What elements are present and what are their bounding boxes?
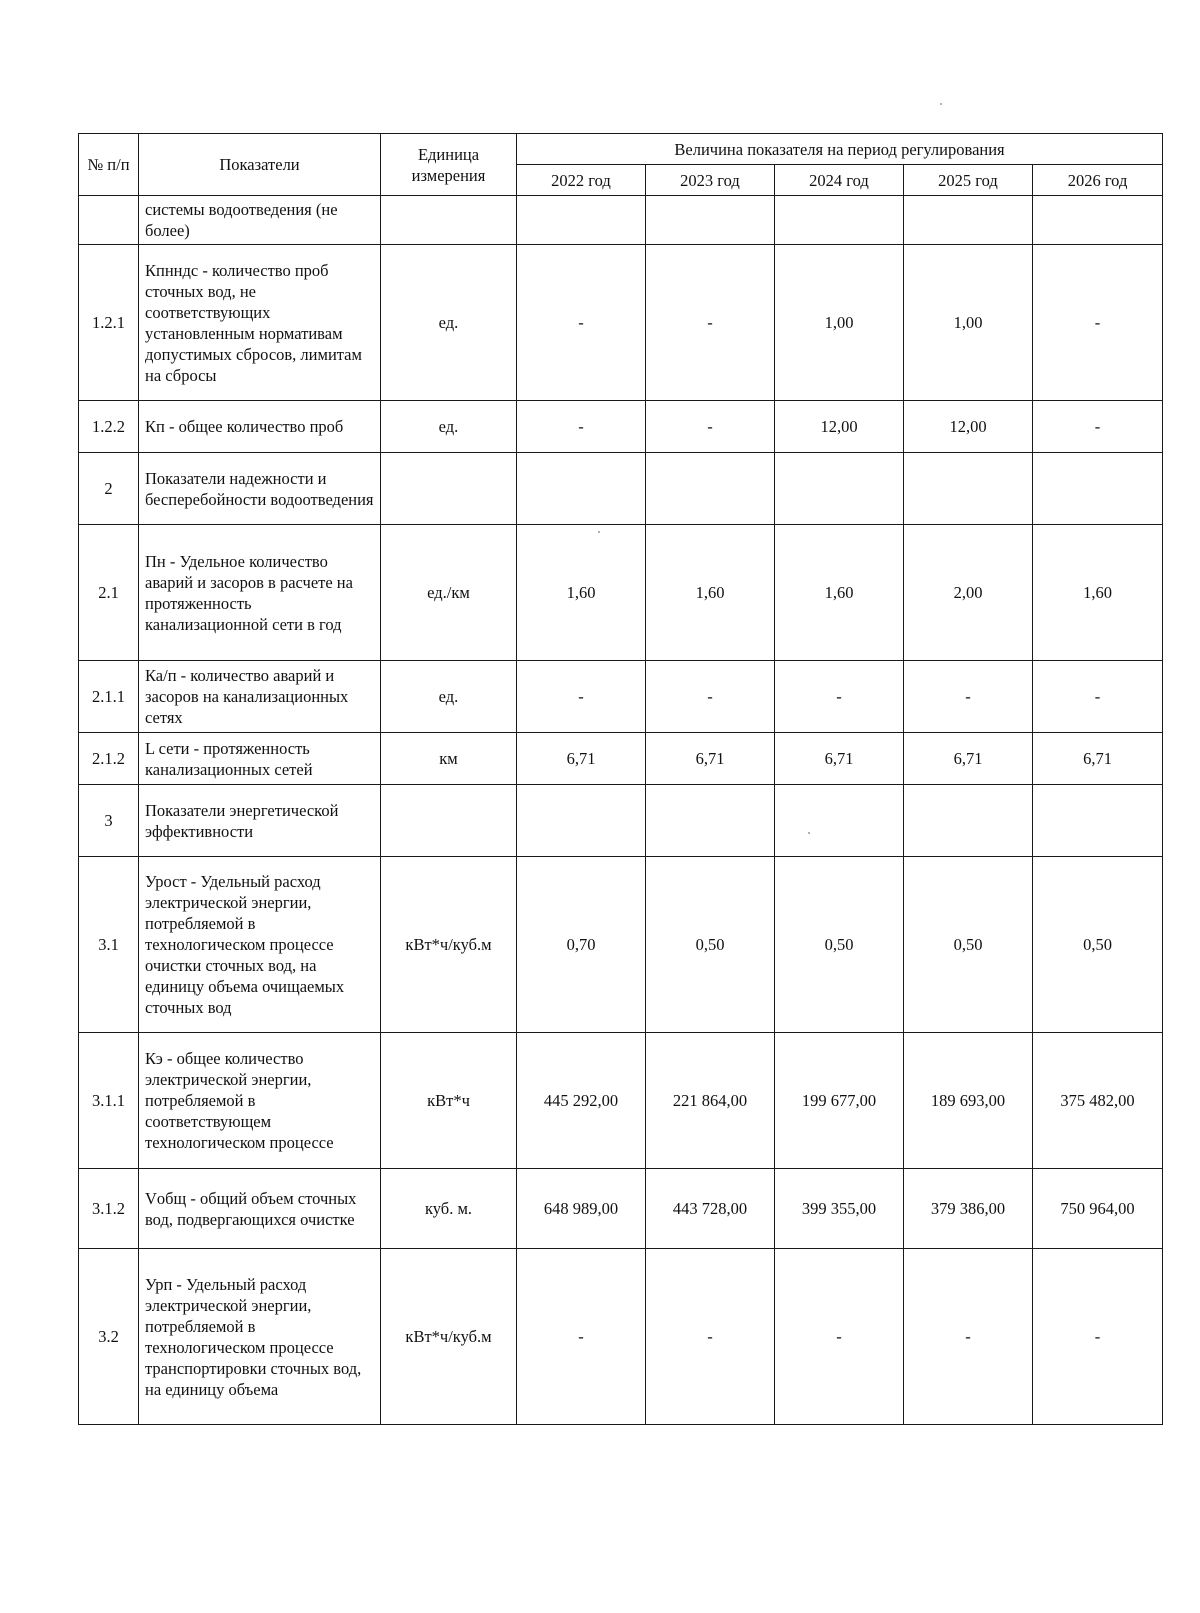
scan-speck	[598, 531, 600, 533]
table-row	[79, 1033, 1163, 1169]
value-cell-2022: -	[517, 1249, 646, 1425]
value-cell-2024: 12,00	[775, 401, 904, 453]
value-cell-2024	[775, 196, 904, 245]
value-cell-2023: -	[646, 1249, 775, 1425]
row-number: 3.1	[79, 857, 139, 1033]
value-cell-2023	[646, 453, 775, 525]
value-cell-2026: -	[1033, 245, 1163, 401]
row-number: 3	[79, 785, 139, 857]
value-cell-2025: 12,00	[904, 401, 1033, 453]
value-cell-2025	[904, 785, 1033, 857]
indicator-name: системы водоотведения (не более)	[139, 196, 381, 245]
indicator-name: Кп - общее количество проб	[139, 401, 381, 453]
value-cell-2026: 750 964,00	[1033, 1169, 1163, 1249]
row-number: 3.2	[79, 1249, 139, 1425]
value-cell-2022	[517, 453, 646, 525]
indicator-name: Ка/п - количество аварий и засоров на канализационных сетях	[139, 661, 381, 733]
value-cell-2024: 1,00	[775, 245, 904, 401]
value-cell-2026: 375 482,00	[1033, 1033, 1163, 1169]
header-year: 2024 год	[775, 165, 904, 196]
table-row	[79, 1249, 1163, 1425]
value-cell-2024: 1,60	[775, 525, 904, 661]
table-row	[79, 525, 1163, 661]
row-number	[79, 196, 139, 245]
value-cell-2023: -	[646, 401, 775, 453]
value-cell-2026	[1033, 453, 1163, 525]
table-row	[79, 453, 1163, 525]
value-cell-2023	[646, 196, 775, 245]
unit-cell	[381, 785, 517, 857]
table-row	[79, 857, 1163, 1033]
header-row-top	[79, 134, 1163, 165]
unit-cell: кВт*ч/куб.м	[381, 1249, 517, 1425]
row-number: 2.1	[79, 525, 139, 661]
indicator-name: Урп - Удельный расход электрической энергии, потребляемой в технологическом процессе транспортировки сточных вод, на единицу объема	[139, 1249, 381, 1425]
indicator-name: L сети - протяженность канализационных сетей	[139, 733, 381, 785]
scan-speck	[940, 103, 942, 105]
value-cell-2024: 6,71	[775, 733, 904, 785]
value-cell-2026: -	[1033, 1249, 1163, 1425]
value-cell-2023: -	[646, 245, 775, 401]
header-num: № п/п	[79, 134, 139, 196]
value-cell-2026	[1033, 785, 1163, 857]
value-cell-2023: 6,71	[646, 733, 775, 785]
indicator-name: Кэ - общее количество электрической энергии, потребляемой в соответствующем технологическом процессе	[139, 1033, 381, 1169]
value-cell-2024: -	[775, 1249, 904, 1425]
unit-cell: ед.	[381, 245, 517, 401]
row-number: 2.1.2	[79, 733, 139, 785]
indicator-name: Vобщ - общий объем сточных вод, подвергающихся очистке	[139, 1169, 381, 1249]
value-cell-2025: 0,50	[904, 857, 1033, 1033]
value-cell-2023	[646, 785, 775, 857]
header-year: 2022 год	[517, 165, 646, 196]
unit-cell: ед.	[381, 401, 517, 453]
row-number: 2.1.1	[79, 661, 139, 733]
value-cell-2022: -	[517, 401, 646, 453]
table-body	[79, 196, 1163, 1425]
value-cell-2025: -	[904, 1249, 1033, 1425]
header-year: 2025 год	[904, 165, 1033, 196]
value-cell-2024	[775, 453, 904, 525]
value-cell-2022: 0,70	[517, 857, 646, 1033]
indicator-name: Пн - Удельное количество аварий и засоров в расчете на протяженность канализационной сети в год	[139, 525, 381, 661]
unit-cell: куб. м.	[381, 1169, 517, 1249]
value-cell-2024: 0,50	[775, 857, 904, 1033]
indicators-table-wrapper	[78, 133, 1163, 1425]
value-cell-2026	[1033, 196, 1163, 245]
value-cell-2025: 6,71	[904, 733, 1033, 785]
table-row	[79, 733, 1163, 785]
scan-speck	[808, 832, 810, 834]
header-period-title: Величина показателя на период регулирования	[517, 134, 1163, 165]
value-cell-2022	[517, 196, 646, 245]
value-cell-2025: -	[904, 661, 1033, 733]
table-row	[79, 196, 1163, 245]
value-cell-2022	[517, 785, 646, 857]
header-year: 2023 год	[646, 165, 775, 196]
indicator-name: Показатели надежности и бесперебойности водоотведения	[139, 453, 381, 525]
value-cell-2022: 1,60	[517, 525, 646, 661]
indicator-name: Кпнндс - количество проб сточных вод, не соответствующих установленным нормативам допустимых сбросов, лимитам на сбросы	[139, 245, 381, 401]
value-cell-2024: 199 677,00	[775, 1033, 904, 1169]
header-unit: Единица измерения	[381, 134, 517, 196]
value-cell-2025: 379 386,00	[904, 1169, 1033, 1249]
value-cell-2026: 0,50	[1033, 857, 1163, 1033]
value-cell-2024	[775, 785, 904, 857]
value-cell-2025: 1,00	[904, 245, 1033, 401]
table-row	[79, 785, 1163, 857]
table-row	[79, 245, 1163, 401]
value-cell-2022: -	[517, 245, 646, 401]
table-row	[79, 1169, 1163, 1249]
value-cell-2025	[904, 453, 1033, 525]
value-cell-2026: -	[1033, 661, 1163, 733]
value-cell-2022: 445 292,00	[517, 1033, 646, 1169]
value-cell-2022: -	[517, 661, 646, 733]
value-cell-2026: -	[1033, 401, 1163, 453]
value-cell-2026: 1,60	[1033, 525, 1163, 661]
value-cell-2023: 221 864,00	[646, 1033, 775, 1169]
row-number: 3.1.1	[79, 1033, 139, 1169]
unit-cell: ед./км	[381, 525, 517, 661]
value-cell-2026: 6,71	[1033, 733, 1163, 785]
value-cell-2024: 399 355,00	[775, 1169, 904, 1249]
value-cell-2023: -	[646, 661, 775, 733]
table-row	[79, 401, 1163, 453]
header-year: 2026 год	[1033, 165, 1163, 196]
value-cell-2023: 443 728,00	[646, 1169, 775, 1249]
unit-cell: кВт*ч/куб.м	[381, 857, 517, 1033]
indicators-table	[78, 133, 1163, 1425]
value-cell-2025: 2,00	[904, 525, 1033, 661]
value-cell-2023: 0,50	[646, 857, 775, 1033]
value-cell-2025	[904, 196, 1033, 245]
indicator-name: Показатели энергетической эффективности	[139, 785, 381, 857]
value-cell-2022: 648 989,00	[517, 1169, 646, 1249]
value-cell-2023: 1,60	[646, 525, 775, 661]
row-number: 1.2.1	[79, 245, 139, 401]
value-cell-2024: -	[775, 661, 904, 733]
unit-cell	[381, 196, 517, 245]
row-number: 1.2.2	[79, 401, 139, 453]
row-number: 2	[79, 453, 139, 525]
indicator-name: Урост - Удельный расход электрической энергии, потребляемой в технологическом процессе очистки сточных вод, на единицу объема очищаемых сточных вод	[139, 857, 381, 1033]
unit-cell: км	[381, 733, 517, 785]
value-cell-2022: 6,71	[517, 733, 646, 785]
value-cell-2025: 189 693,00	[904, 1033, 1033, 1169]
table-row	[79, 661, 1163, 733]
unit-cell: кВт*ч	[381, 1033, 517, 1169]
row-number: 3.1.2	[79, 1169, 139, 1249]
header-indicators: Показатели	[139, 134, 381, 196]
unit-cell: ед.	[381, 661, 517, 733]
unit-cell	[381, 453, 517, 525]
